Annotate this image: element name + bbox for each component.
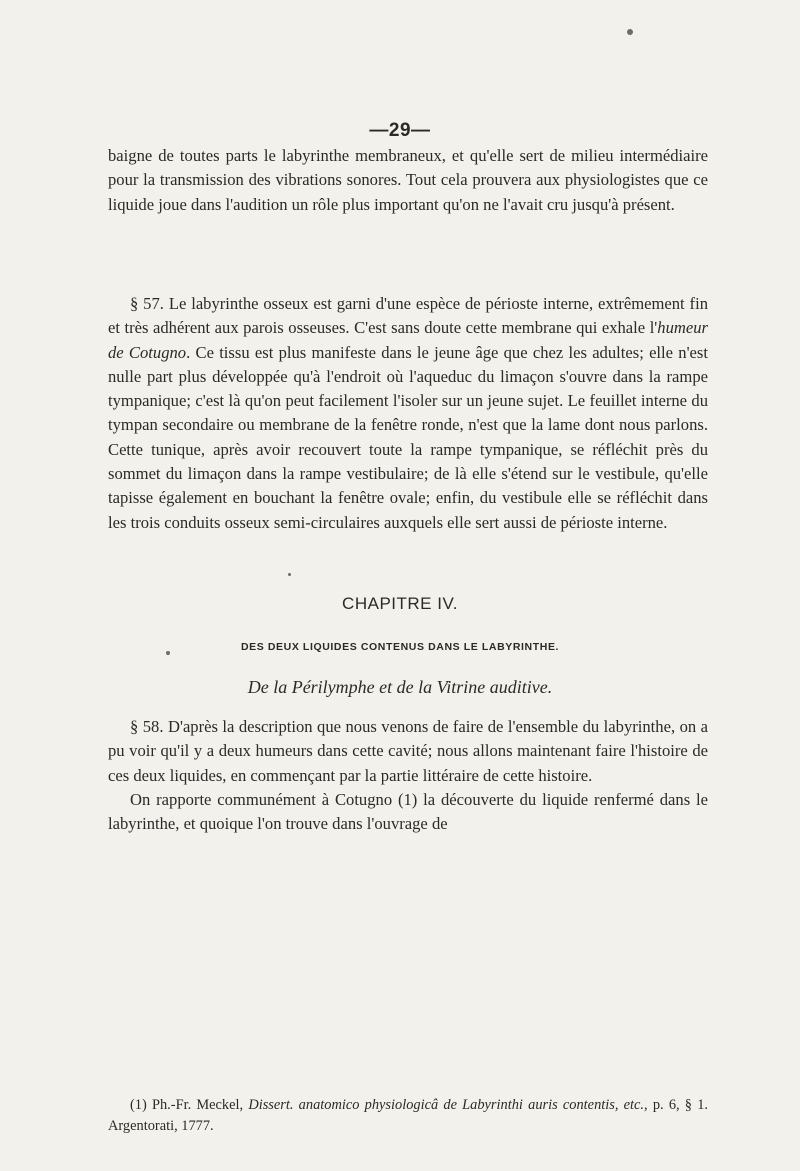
page-number: —29— [369, 120, 431, 141]
section-title: De la Périlymphe et de la Vitrine auditive. [247, 677, 553, 697]
ink-speck [288, 573, 291, 576]
paragraph-section-58 [108, 715, 708, 788]
paragraph-text: baigne de toutes parts le labyrinthe membraneux, et qu'elle sert de milieu intermédiaire pour la transmission des vibrations sonores. Tout cela prouvera aux physiologistes que ce liquide joue dans l'audition un rôle plus important qu'on ne l'avait cru jusqu'à présent. [108, 146, 708, 214]
paragraph-section-57 [108, 292, 708, 535]
footnote [108, 1095, 708, 1136]
footnote-title: Dissert. anatomico physiologicâ de Labyrinthi auris contentis, etc. [248, 1097, 645, 1113]
ink-speck [627, 29, 633, 35]
chapter-heading: CHAPITRE IV. [342, 594, 458, 613]
footnote-text: , p. 6, § 1. Argentorati, 1777. [108, 1097, 708, 1134]
paragraph-text: On rapporte communément à Cotugno (1) la découverte du liquide renfermé dans le labyrinthe, et quoique l'on trouve dans l'ouvrage de [108, 789, 708, 834]
italic-term: humeur de Cotugno [108, 318, 708, 362]
footnote-text: (1) Ph.-Fr. Meckel, [130, 1097, 249, 1113]
paragraph-cotugno [108, 788, 708, 837]
chapter-subtitle: DES DEUX LIQUIDES CONTENUS DANS LE LABYRINTHE. [240, 641, 560, 653]
text-block-section-58 [108, 715, 708, 836]
paragraph-text: § 58. D'après la description que nous venons de faire de l'ensemble du labyrinthe, on a pu voir qu'il y a deux humeurs dans cette cavité; nous allons maintenant faire l'histoire de ces deux liquides, en commençant par la partie littéraire de cette histoire. [108, 717, 708, 785]
paragraph-continuation [108, 144, 708, 217]
paragraph-text: . Ce tissu est plus manifeste dans le jeune âge que chez les adultes; elle n'est nulle part plus développée qu'à l'endroit où l'aqueduc du limaçon s'ouvre dans la rampe tympanique; c'est là qu'on peut facilement l'isoler sur un jeune sujet. Le feuillet interne du tympan secondaire ou membrane de la fenêtre ronde, n'est que la lame dont nous parlons. Cette tunique, après avoir recouvert toute la rampe tympanique, se réfléchit près du sommet du limaçon dans la rampe vestibulaire; de là elle s'étend sur le vestibule, qu'elle tapisse également en bouchant la fenêtre ovale; enfin, du vestibule elle se réfléchit dans les trois conduits osseux semi-circulaires auxquels elle sert aussi de périoste interne. [108, 342, 708, 532]
paragraph-text: § 57. Le labyrinthe osseux est garni d'une espèce de périoste interne, extrêmement fin et très adhérent aux parois osseuses. C'est sans doute cette membrane qui exhale l' [108, 294, 708, 338]
